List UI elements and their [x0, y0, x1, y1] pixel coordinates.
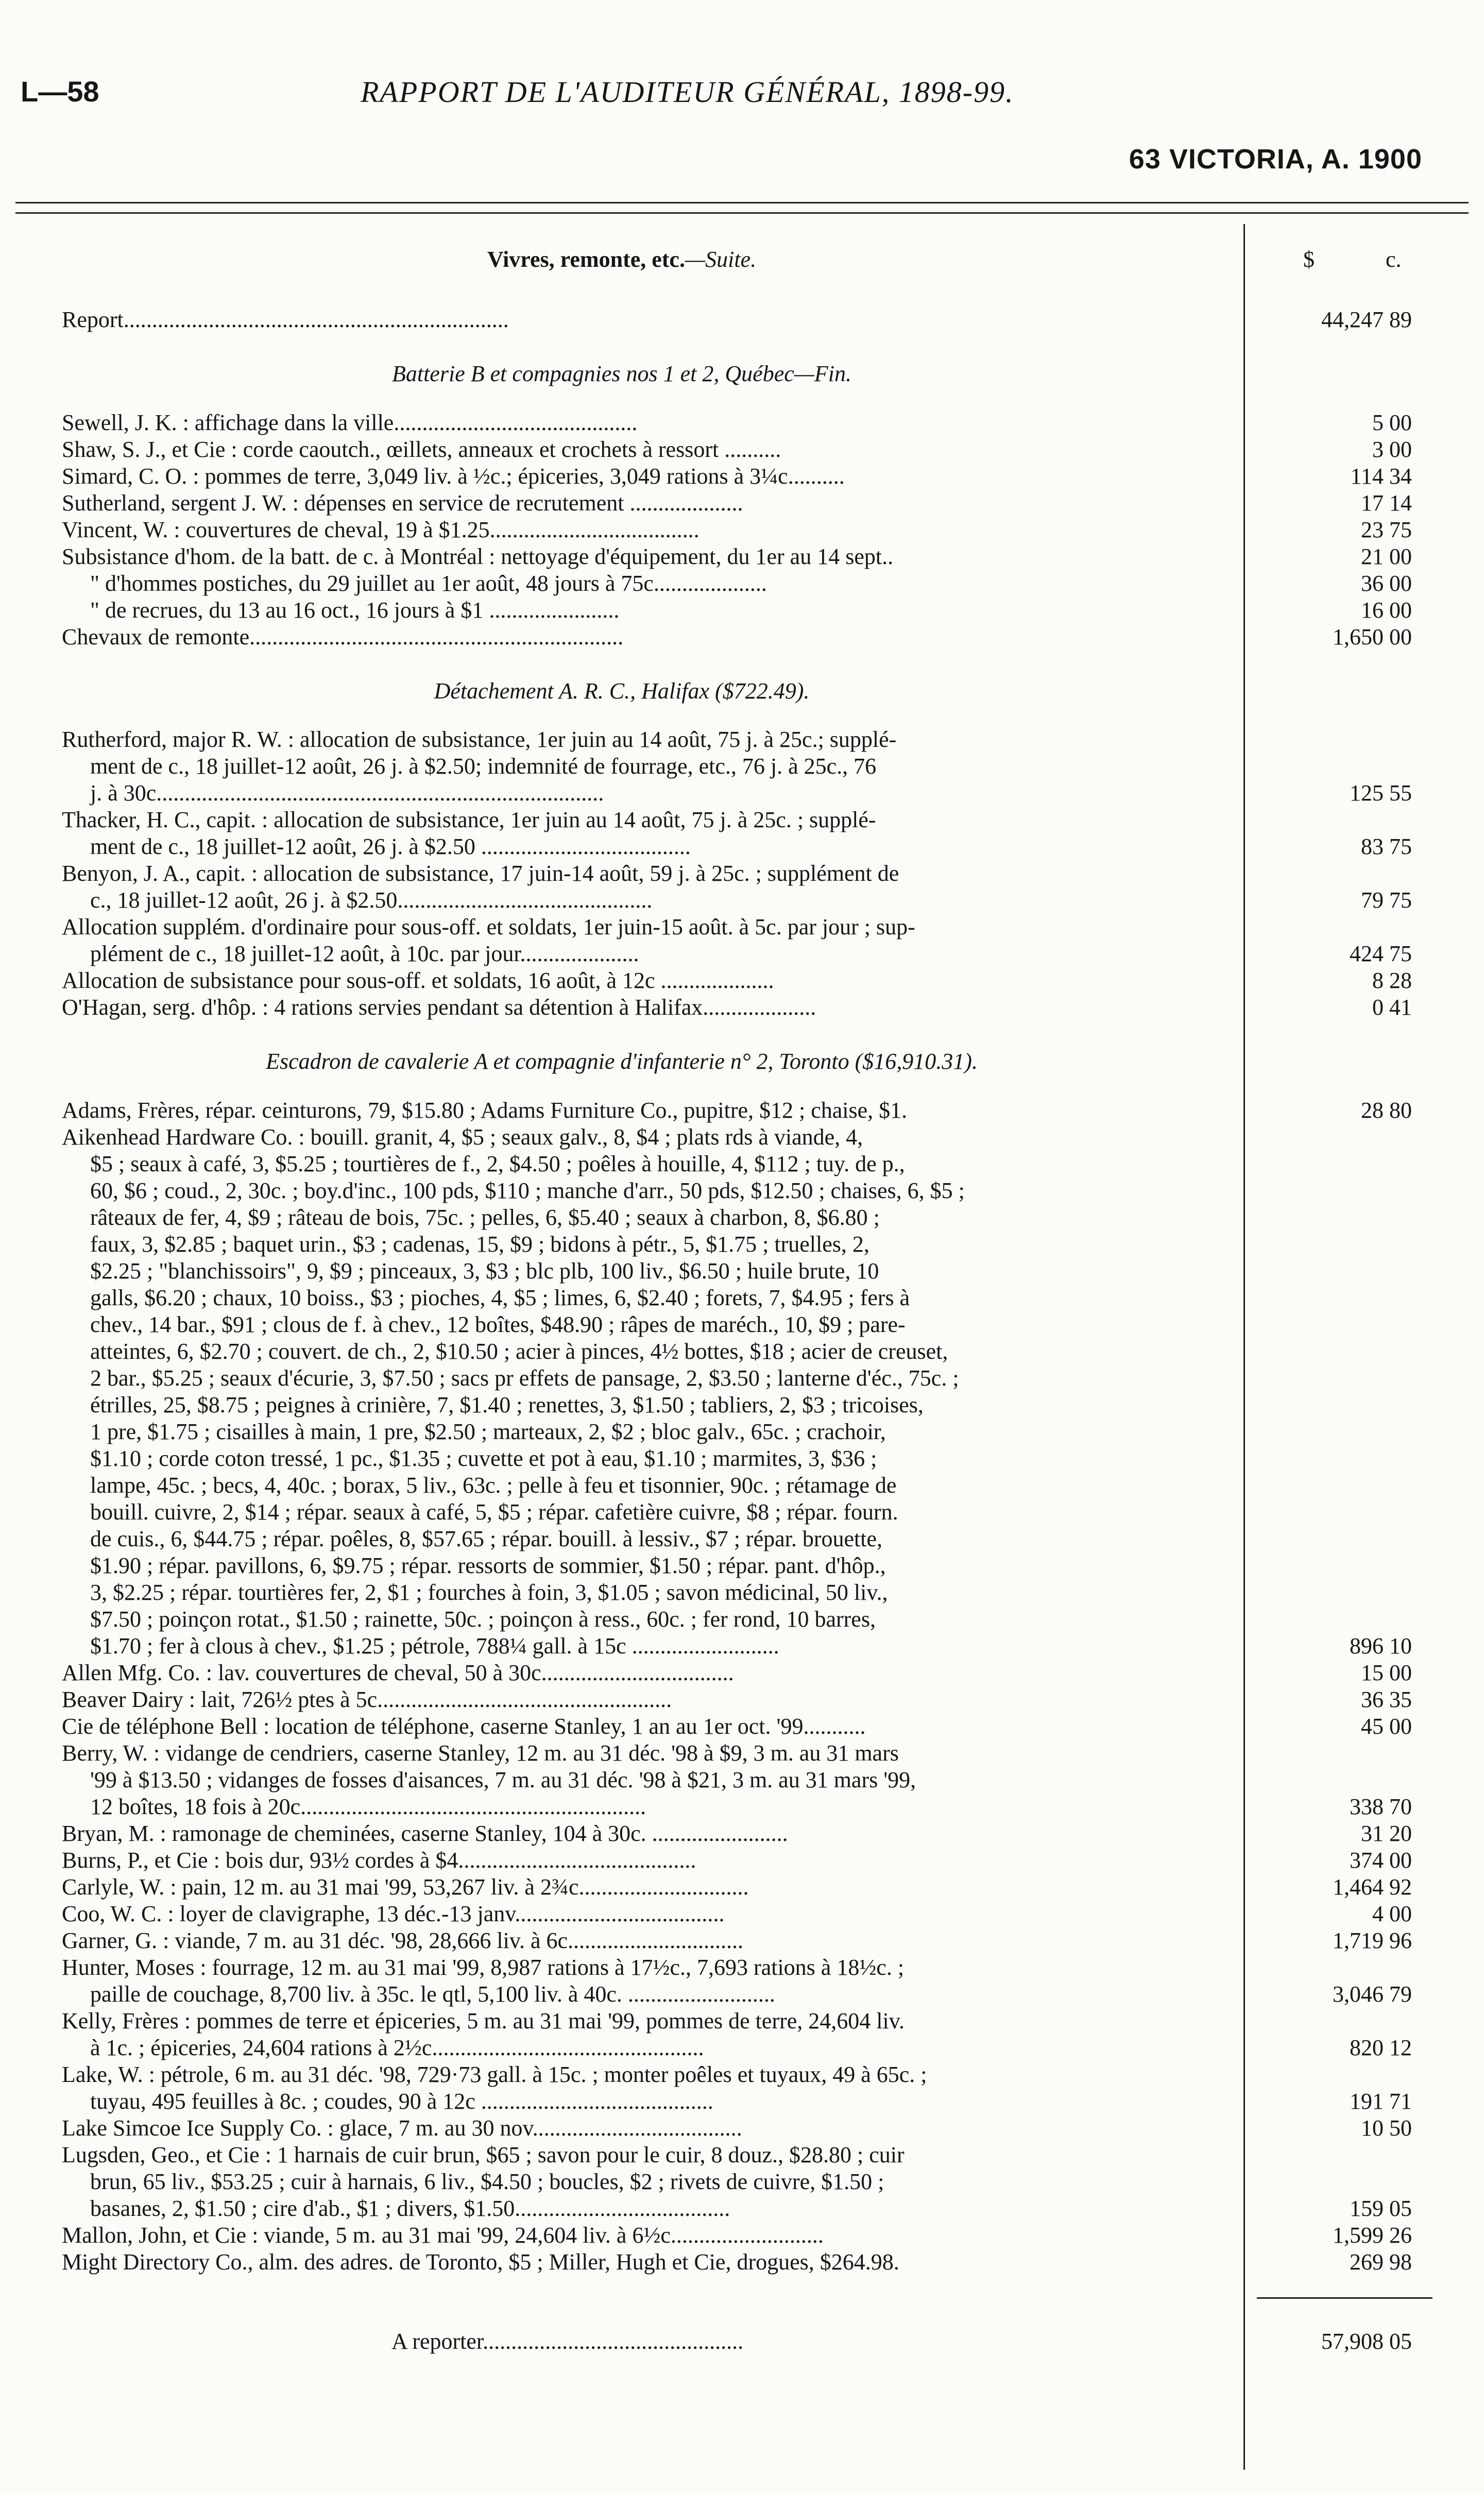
ledger-text: Rutherford, major R. W. : allocation de subsistance, 1er juin au 14 août, 75 j. à 25c.; supplé- [62, 727, 897, 752]
ledger-row [0, 517, 1484, 543]
ledger-text: Adams, Frères, répar. ceinturons, 79, $15.80 ; Adams Furniture Co., pupitre, $12 ; chaise, $1. [62, 1098, 908, 1123]
ledger-amount: 3 00 [1372, 437, 1412, 462]
ledger-row [0, 914, 1484, 941]
ledger-text: basanes, 2, $1.50 ; cire d'ab., $1 ; divers, $1.50...................................... [90, 2196, 730, 2221]
ledger-row [0, 1151, 1484, 1177]
ledger-row [0, 2249, 1484, 2276]
ledger-row [0, 2142, 1484, 2168]
ledger-text: '99 à $13.50 ; vidanges de fosses d'aisances, 7 m. au 31 déc. '98 à $21, 3 m. au 31 mars '99, [90, 1767, 916, 1792]
ledger-amount: 21 00 [1361, 544, 1412, 569]
ledger-amount: 5 00 [1372, 410, 1412, 435]
ledger-amount: 269 98 [1350, 2249, 1412, 2275]
ledger-text: Shaw, S. J., et Cie : corde caoutch., œillets, anneaux et crochets à ressort .......... [62, 437, 781, 462]
ledger-row [0, 2115, 1484, 2142]
ledger-text: de cuis., 6, $44.75 ; répar. poêles, 8, $57.65 ; répar. bouill. à lessiv., $7 ; répar. brouette, [90, 1526, 883, 1551]
ledger-text: Benyon, J. A., capit. : allocation de subsistance, 17 juin-14 août, 59 j. à 25c. ; supplément de [62, 861, 899, 886]
ledger-row [0, 543, 1484, 570]
ledger-row [0, 1365, 1484, 1392]
ledger-row [0, 1686, 1484, 1713]
ledger-row [0, 1927, 1484, 1954]
ledger-row [0, 2328, 1484, 2355]
ledger-row [0, 306, 1484, 333]
section-heading-suffix: —Suite. [685, 247, 757, 272]
ledger-text: Simard, C. O. : pommes de terre, 3,049 liv. à ½c.; épiceries, 3,049 rations à 3¼c.......... [62, 464, 845, 489]
ledger-text: Kelly, Frères : pommes de terre et épiceries, 5 m. au 31 mai '99, pommes de terre, 24,604 liv. [62, 2008, 905, 2034]
ledger-text: Allocation de subsistance pour sous-off. et soldats, 16 août, à 12c .................... [62, 968, 774, 993]
ledger-row [0, 1740, 1484, 1767]
ledger-row [0, 1097, 1484, 1124]
ledger-amount: 28 80 [1361, 1098, 1412, 1123]
ledger-amount: 10 50 [1361, 2115, 1412, 2141]
section-heading-bold: Vivres, remonte, etc. [487, 247, 685, 272]
ledger-text: Bryan, M. : ramonage de cheminées, caserne Stanley, 104 à 30c. ........................ [62, 1821, 788, 1846]
ledger-row [0, 1606, 1484, 1633]
ledger-row [0, 1392, 1484, 1419]
ledger-text: Chevaux de remonte.................................................................. [62, 624, 624, 650]
ledger-row [0, 1954, 1484, 1981]
ledger-text: Beaver Dairy : lait, 726½ ptes à 5c.................................................... [62, 1687, 672, 1712]
ledger-row [0, 967, 1484, 994]
report-title: RAPPORT DE L'AUDITEUR GÉNÉRAL, 1898-99. [361, 75, 1014, 109]
ledger-text: Lake, W. : pétrole, 6 m. au 31 déc. '98, 729·73 gall. à 15c. ; monter poêles et tuyaux, 49 à 65c. ; [62, 2062, 927, 2087]
dollars-column-header: $ [1303, 247, 1315, 272]
ledger-amount: 1,464 92 [1333, 1874, 1412, 1900]
ledger-text: Mallon, John, et Cie : viande, 5 m. au 31 mai '99, 24,604 liv. à 6½c........................... [62, 2223, 824, 2248]
ledger-text: râteaux de fer, 4, $9 ; râteau de bois, 75c. ; pelles, 6, $5.40 ; seaux à charbon, 8, $6.80 ; [90, 1205, 880, 1230]
ledger-text: paille de couchage, 8,700 liv. à 35c. le qtl, 5,100 liv. à 40c. .......................... [90, 1981, 775, 2007]
ledger-text: Vincent, W. : couvertures de cheval, 19 à $1.25..................................... [62, 517, 700, 542]
ledger-text: faux, 3, $2.85 ; baquet urin., $3 ; cadenas, 15, $9 ; bidons à pétr., 5, $1.75 ; truelles, 2, [90, 1232, 869, 1257]
ledger-row [0, 1820, 1484, 1847]
ledger-text: Report.................................................................... [62, 307, 509, 332]
ledger-amount: 17 14 [1361, 490, 1412, 516]
ledger-row [0, 1874, 1484, 1901]
ledger-row [0, 2195, 1484, 2222]
ledger-text: bouill. cuivre, 2, $14 ; répar. seaux à café, 5, $5 ; répar. cafetière cuivre, $8 ; répar. fourn. [90, 1499, 898, 1525]
page-number: L—58 [21, 75, 99, 108]
ledger-text: Carlyle, W. : pain, 12 m. au 31 mai '99, 53,267 liv. à 2¾c.............................. [62, 1874, 749, 1900]
ledger-row [0, 1767, 1484, 1793]
ledger-amount: 79 75 [1361, 887, 1412, 913]
ledger-amount: 45 00 [1361, 1714, 1412, 1739]
ledger-amount: 114 34 [1350, 464, 1412, 489]
ledger-text: chev., 14 bar., $91 ; clous de f. à chev., 12 boîtes, $48.90 ; râpes de maréch., 10, $9 ; pare- [90, 1312, 906, 1337]
ledger-text: " d'hommes postiches, du 29 juillet au 1er août, 48 jours à 75c.................... [90, 571, 767, 596]
top-rule-2 [15, 212, 1469, 214]
ledger-text: Allocation supplém. d'ordinaire pour sous-off. et soldats, 1er juin-15 août. à 5c. par jour ; sup- [62, 914, 915, 939]
ledger-row [0, 1793, 1484, 1820]
ledger-text: brun, 65 liv., $53.25 ; cuir à harnais, 6 liv., $4.50 ; boucles, $2 ; rivets de cuivre, $1.50 ; [90, 2169, 884, 2194]
ledger-text: plément de c., 18 juillet-12 août, à 10c. par jour..................... [90, 941, 639, 966]
ledger-row [0, 361, 1484, 387]
ledger-row [0, 1311, 1484, 1338]
ledger-amount: 83 75 [1361, 834, 1412, 859]
ledger-text: c., 18 juillet-12 août, 26 j. à $2.50............................................. [90, 887, 653, 913]
ledger-amount: 0 41 [1372, 995, 1412, 1020]
ledger-row [0, 570, 1484, 597]
ledger-row [0, 490, 1484, 517]
ledger-text: $1.10 ; corde coton tressé, 1 pc., $1.35 ; cuvette et pot à eau, $1.10 ; marmites, 3, $36 ; [90, 1446, 877, 1471]
ledger-row [0, 597, 1484, 624]
ledger-row [0, 833, 1484, 860]
ledger-text: Burns, P., et Cie : bois dur, 93½ cordes à $4.......................................... [62, 1848, 696, 1873]
ledger-text: ment de c., 18 juillet-12 août, 26 j. à $2.50 ..................................... [90, 834, 691, 859]
ledger-row [0, 1258, 1484, 1285]
ledger-text: atteintes, 6, $2.70 ; couvert. de ch., 2, $10.50 ; acier à pinces, 4½ bottes, $18 ; acier de creuset, [90, 1339, 948, 1364]
ledger-amount: 15 00 [1361, 1660, 1412, 1685]
ledger-row [0, 1660, 1484, 1686]
ledger-amount: 23 75 [1361, 517, 1412, 542]
total-rule [1257, 2297, 1432, 2299]
ledger-text: étrilles, 25, $8.75 ; peignes à crinière, 7, $1.40 ; renettes, 3, $1.50 ; tabliers, 2, $3 ; tricoises, [90, 1392, 924, 1417]
ledger-text: Garner, G. : viande, 7 m. au 31 déc. '98, 28,666 liv. à 6c............................... [62, 1928, 744, 1953]
ledger-row [0, 1419, 1484, 1445]
ledger-row [0, 1499, 1484, 1526]
ledger-row [0, 994, 1484, 1021]
ledger-row [0, 1445, 1484, 1472]
ledger-text: $5 ; seaux à café, 3, $5.25 ; tourtières de f., 2, $4.50 ; poêles à houille, 4, $112 ; tuy. de p., [90, 1151, 905, 1176]
ledger-row [0, 436, 1484, 463]
ledger-amount: 1,719 96 [1333, 1928, 1412, 1953]
ledger-row [0, 678, 1484, 705]
ledger-row [0, 1285, 1484, 1311]
ledger-text: j. à 30c............................................................................... [90, 780, 604, 806]
ledger-amount: 374 00 [1350, 1848, 1412, 1873]
ledger-row [0, 941, 1484, 967]
ledger-row [0, 860, 1484, 887]
ledger-row [0, 1526, 1484, 1552]
ledger-text: Sewell, J. K. : affichage dans la ville........................................... [62, 410, 638, 435]
ledger-text: Aikenhead Hardware Co. : bouill. granit, 4, $5 ; seaux galv., 8, $4 ; plats rds à viande, 4, [62, 1124, 863, 1150]
ledger-row [0, 2061, 1484, 2088]
ledger-text: $1.70 ; fer à clous à chev., $1.25 ; pétrole, 788¼ gall. à 15c .......................... [90, 1633, 779, 1659]
ledger-amount: 820 12 [1350, 2035, 1412, 2060]
ledger-text: Lake Simcoe Ice Supply Co. : glace, 7 m. au 30 nov..................................... [62, 2115, 742, 2141]
ledger-text: 60, $6 ; coud., 2, 30c. ; boy.d'inc., 100 pds, $110 ; manche d'arr., 50 pds, $12.50 ; chaises, 6, $5 ; [90, 1178, 965, 1203]
ledger-text: tuyau, 495 feuilles à 8c. ; coudes, 90 à 12c ......................................... [90, 2089, 713, 2114]
ledger-text: A reporter.............................................. [391, 2329, 744, 2354]
ledger-amount: 44,247 89 [1321, 307, 1412, 332]
ledger-text: 3, $2.25 ; répar. tourtières fer, 2, $1 ; fourches à foin, 3, $1.05 ; savon médicinal, 50 liv., [90, 1580, 888, 1605]
ledger-text: 1 pre, $1.75 ; cisailles à main, 1 pre, $2.50 ; marteaux, 2, $2 ; bloc galv., 65c. ; crachoir, [90, 1419, 886, 1444]
ledger-row [0, 2008, 1484, 2035]
ledger-row [0, 1124, 1484, 1151]
ledger-row [0, 409, 1484, 436]
ledger-amount: 159 05 [1350, 2196, 1412, 2221]
ledger-row [0, 1847, 1484, 1874]
top-rule [15, 202, 1469, 203]
ledger-row [0, 1901, 1484, 1927]
ledger-row [0, 887, 1484, 914]
ledger-text: lampe, 45c. ; becs, 4, 40c. ; borax, 5 liv., 63c. ; pelle à feu et tisonnier, 90c. ; rétamage de [90, 1473, 897, 1498]
subsection-heading: Détachement A. R. C., Halifax ($722.49). [434, 678, 810, 704]
ledger-row [0, 1338, 1484, 1365]
session-label: 63 VICTORIA, A. 1900 [1129, 144, 1422, 175]
ledger-amount: 36 35 [1361, 1687, 1412, 1712]
ledger-text: galls, $6.20 ; chaux, 10 boiss., $3 ; pioches, 4, $5 ; limes, 6, $2.40 ; forets, 7, $4.95 ; fers à [90, 1285, 910, 1310]
section-heading [0, 246, 1243, 273]
ledger-amount: 8 28 [1372, 968, 1412, 993]
ledger-text: Allen Mfg. Co. : lav. couvertures de cheval, 50 à 30c.................................. [62, 1660, 734, 1685]
ledger-amount: 57,908 05 [1321, 2329, 1412, 2354]
ledger-row [0, 1204, 1484, 1231]
subsection-heading: Batterie B et compagnies nos 1 et 2, Québec—Fin. [391, 361, 851, 386]
ledger-row [0, 753, 1484, 780]
ledger-row [0, 2088, 1484, 2115]
ledger-amount: 424 75 [1350, 941, 1412, 966]
ledger-row [0, 1048, 1484, 1075]
ledger-text: 2 bar., $5.25 ; seaux d'écurie, 3, $7.50 ; sacs pr effets de pansage, 2, $3.50 ; lanterne d'éc., 75c. ; [90, 1365, 959, 1391]
ledger-text: Hunter, Moses : fourrage, 12 m. au 31 mai '99, 8,987 rations à 17½c., 7,693 rations à 18½c. ; [62, 1955, 905, 1980]
ledger-row [0, 2035, 1484, 2061]
ledger-row [0, 1552, 1484, 1579]
ledger-row [0, 1713, 1484, 1740]
ledger-amount: 1,650 00 [1333, 624, 1412, 650]
subsection-heading: Escadron de cavalerie A et compagnie d'infanterie n° 2, Toronto ($16,910.31). [266, 1049, 978, 1074]
ledger-text: à 1c. ; épiceries, 24,604 rations à 2½c................................................ [90, 2035, 704, 2060]
ledger-row [0, 624, 1484, 651]
ledger-row [0, 2168, 1484, 2195]
ledger-text: " de recrues, du 13 au 16 oct., 16 jours à $1 ....................... [90, 597, 620, 623]
ledger-text: O'Hagan, serg. d'hôp. : 4 rations servies pendant sa détention à Halifax.................... [62, 995, 816, 1020]
ledger-amount: 1,599 26 [1333, 2223, 1412, 2248]
cents-column-header: c. [1386, 247, 1402, 272]
ledger-text: 12 boîtes, 18 fois à 20c............................................................. [90, 1794, 646, 1819]
ledger-text: Thacker, H. C., capit. : allocation de subsistance, 1er juin au 14 août, 75 j. à 25c. ; supplé- [62, 807, 876, 832]
ledger-row [0, 726, 1484, 753]
ledger-text: $2.25 ; "blanchissoirs", 9, $9 ; pinceaux, 3, $3 ; blc plb, 100 liv., $6.50 ; huile brute, 10 [90, 1258, 879, 1284]
ledger-row [0, 780, 1484, 807]
ledger-row [0, 1633, 1484, 1660]
ledger-text: ment de c., 18 juillet-12 août, 26 j. à $2.50; indemnité de fourrage, etc., 76 j. à 25c., 76 [90, 754, 877, 779]
ledger-amount: 338 70 [1350, 1794, 1412, 1819]
ledger-text: Berry, W. : vidange de cendriers, caserne Stanley, 12 m. au 31 déc. '98 à $9, 3 m. au 31 mars [62, 1740, 899, 1766]
ledger-amount: 3,046 79 [1333, 1981, 1412, 2007]
ledger-text: Might Directory Co., alm. des adres. de Toronto, $5 ; Miller, Hugh et Cie, drogues, $264.98. [62, 2249, 899, 2275]
ledger-amount: 31 20 [1361, 1821, 1412, 1846]
ledger-amount: 896 10 [1350, 1633, 1412, 1659]
ledger-row [0, 807, 1484, 833]
ledger-row [0, 1981, 1484, 2008]
ledger-amount: 191 71 [1350, 2089, 1412, 2114]
ledger-row [0, 463, 1484, 490]
ledger-amount: 16 00 [1361, 597, 1412, 623]
ledger-row [0, 1177, 1484, 1204]
ledger-amount: 36 00 [1361, 571, 1412, 596]
ledger-row [0, 1579, 1484, 1606]
ledger-row [0, 1231, 1484, 1258]
ledger-amount: 4 00 [1372, 1901, 1412, 1926]
ledger-text: Lugsden, Geo., et Cie : 1 harnais de cuir brun, $65 ; savon pour le cuir, 8 douz., $28.80 ; cuir [62, 2142, 905, 2167]
ledger-amount: 125 55 [1350, 780, 1412, 806]
ledger-text: $1.90 ; répar. pavillons, 6, $9.75 ; répar. ressorts de sommier, $1.50 ; répar. pant. d'hôp., [90, 1553, 886, 1578]
ledger-row [0, 2222, 1484, 2249]
table-heading-row [0, 246, 1484, 273]
ledger-text: $7.50 ; poinçon rotat., $1.50 ; rainette, 50c. ; poinçon à ress., 60c. ; fer rond, 10 barres, [90, 1607, 876, 1632]
ledger-text: Sutherland, sergent J. W. : dépenses en service de recrutement .................... [62, 490, 743, 516]
ledger-text: Cie de téléphone Bell : location de téléphone, caserne Stanley, 1 an au 1er oct. '99........... [62, 1714, 866, 1739]
ledger-text: Subsistance d'hom. de la batt. de c. à Montréal : nettoyage d'équipement, du 1er au 14 sept.. [62, 544, 894, 569]
ledger-text: Coo, W. C. : loyer de clavigraphe, 13 déc.-13 janv..................................... [62, 1901, 725, 1926]
ledger-row [0, 1472, 1484, 1499]
